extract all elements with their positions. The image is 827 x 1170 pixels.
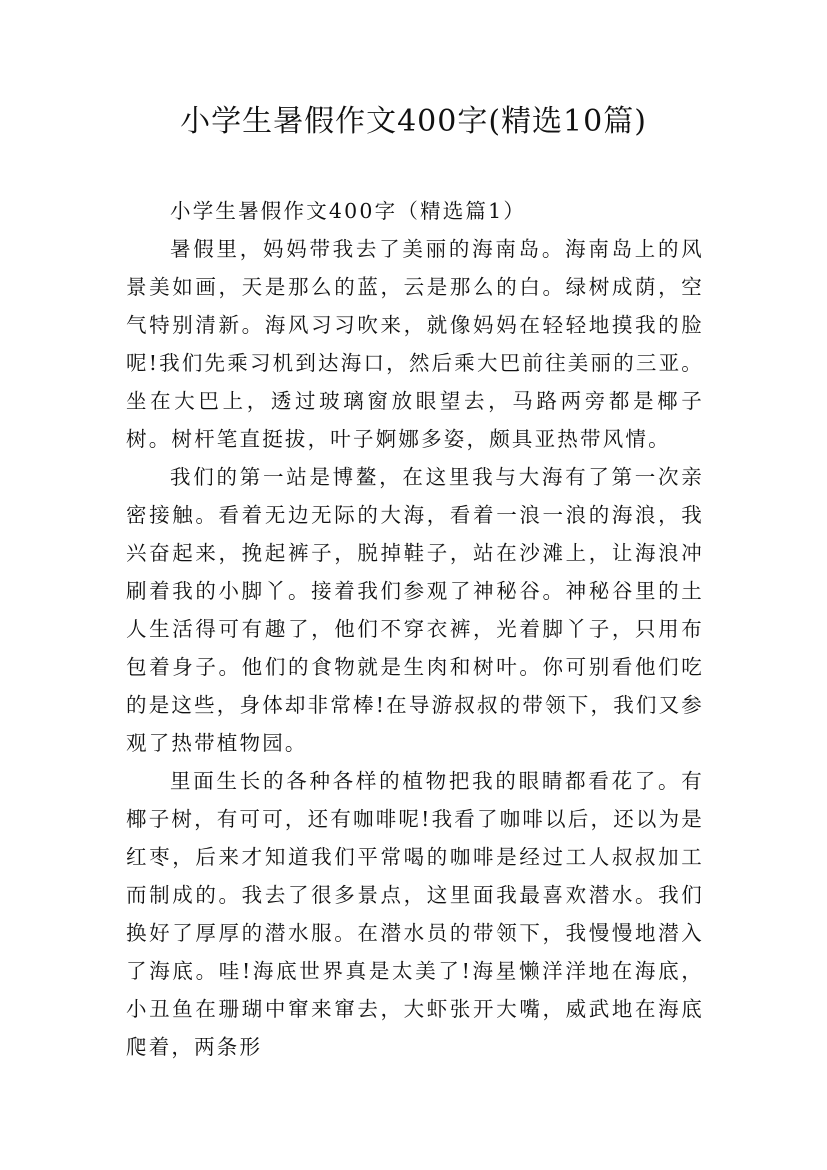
paragraph-3: 里面生长的各种各样的植物把我的眼睛都看花了。有椰子树，有可可，还有咖啡呢!我看了咖啡以后，还以为是红枣，后来才知道我们平常喝的咖啡是经过工人叔叔加工而制成的。我去了很多景点，这里面我最喜欢潜水。我们换好了厚厚的潜水服。在潜水员的带领下，我慢慢地潜入了海底。哇!海底世界真是太美了!海星懒洋洋地在海底，小丑鱼在珊瑚中窜来窜去，大虾张开大嘴，威武地在海底爬着，两条形 [126, 769, 704, 1059]
section-heading: 小学生暑假作文400字（精选篇1） [170, 199, 527, 223]
document-title: 小学生暑假作文400字(精选10篇) [180, 104, 647, 139]
document-body [126, 192, 704, 1066]
paragraph-2: 我们的第一站是博鳌，在这里我与大海有了第一次亲密接触。看着无边无际的大海，看着一浪一浪的海浪，我兴奋起来，挽起裤子，脱掉鞋子，站在沙滩上，让海浪冲刷着我的小脚丫。接着我们参观了神秘谷。神秘谷里的土人生活得可有趣了，他们不穿衣裤，光着脚丫子，只用布包着身子。他们的食物就是生肉和树叶。你可别看他们吃的是这些，身体却非常棒!在导游叔叔的带领下，我们又参观了热带植物园。 [126, 465, 704, 755]
paragraph-1: 暑假里，妈妈带我去了美丽的海南岛。海南岛上的风景美如画，天是那么的蓝，云是那么的白。绿树成荫，空气特别清新。海风习习吹来，就像妈妈在轻轻地摸我的脸呢!我们先乘习机到达海口，然后乘大巴前往美丽的三亚。坐在大巴上，透过玻璃窗放眼望去，马路两旁都是椰子树。树杆笔直挺拔，叶子婀娜多姿，颇具亚热带风情。 [126, 237, 704, 451]
